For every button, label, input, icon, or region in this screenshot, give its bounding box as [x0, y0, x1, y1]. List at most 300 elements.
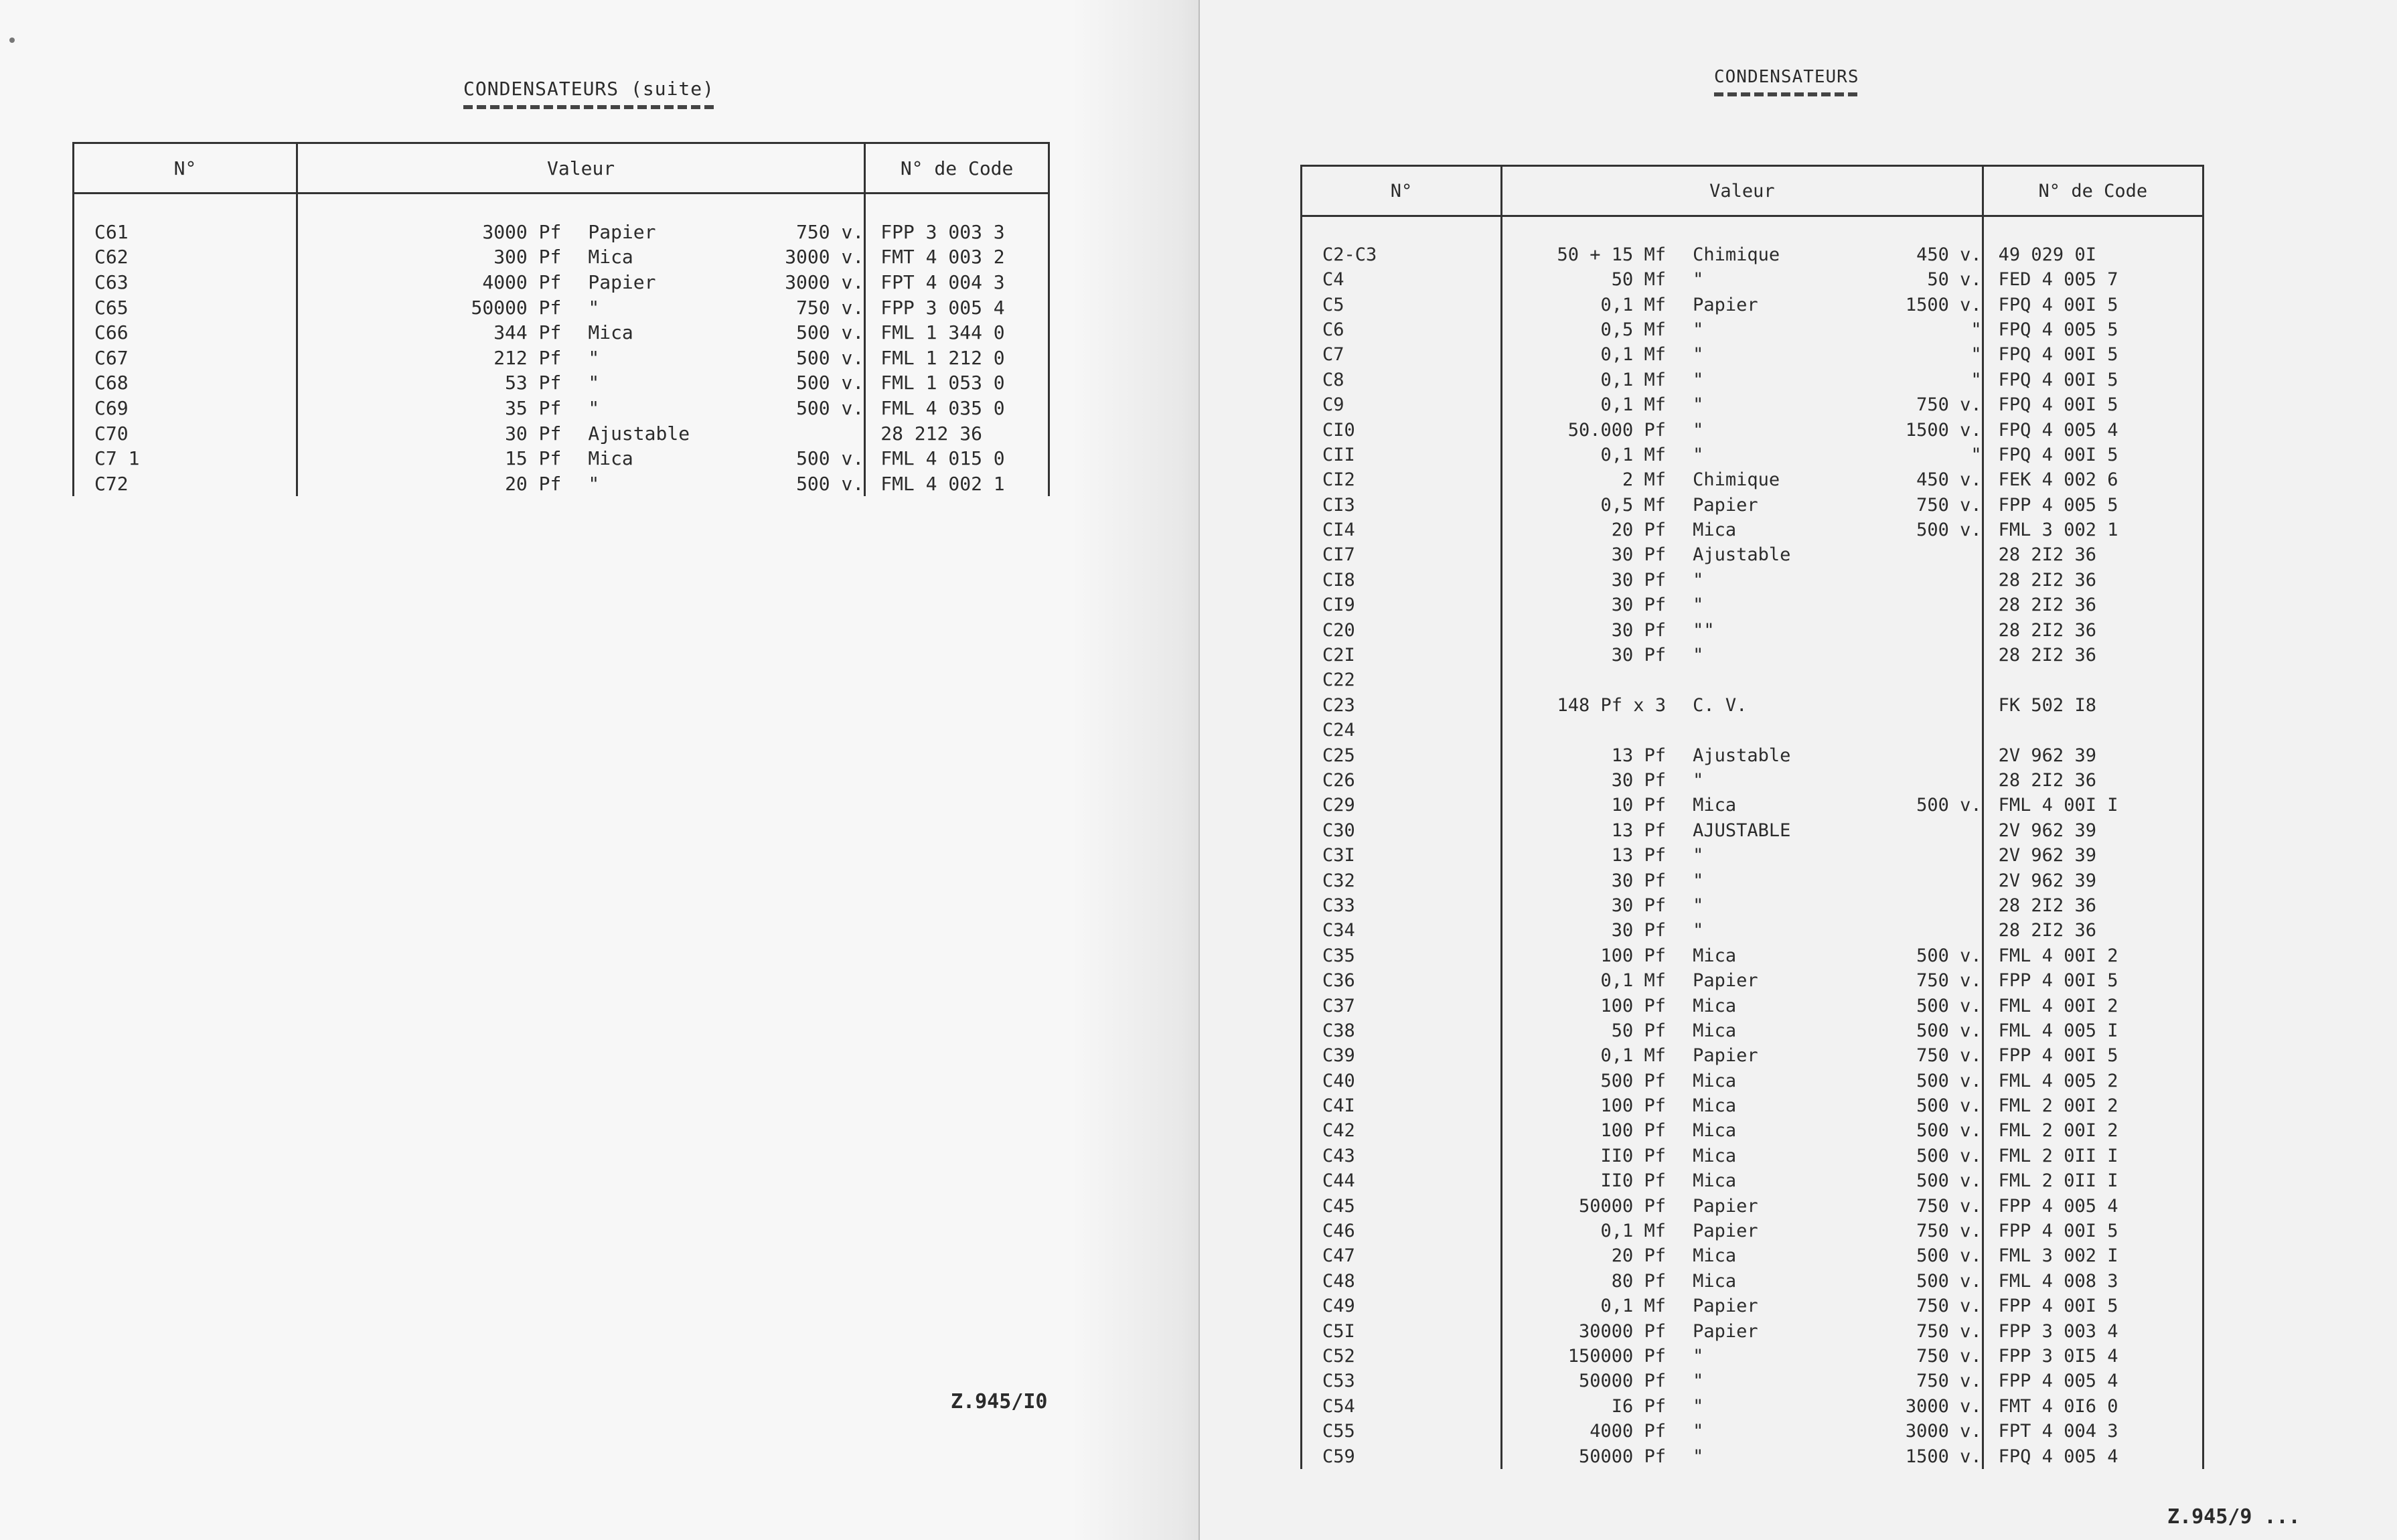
- cell-value: 35 Pf: [297, 396, 564, 421]
- cell-voltage: 500 v.: [796, 346, 864, 369]
- cell-code: 28 2I2 36: [1983, 643, 2203, 668]
- cell-type: ": [588, 372, 600, 394]
- cell-number: C61: [74, 220, 297, 245]
- table-row: [1302, 1394, 2203, 1419]
- cell-code: 2V 962 39: [1983, 843, 2203, 868]
- cell-type: Mica: [588, 447, 633, 470]
- cell-value: 50 + 15 Mf: [1502, 242, 1669, 267]
- cell-number: C53: [1302, 1369, 1502, 1393]
- cell-type: ": [1693, 1446, 1704, 1467]
- table-row: [1302, 793, 2203, 818]
- table-row: [1302, 743, 2203, 767]
- cell-code: FPQ 4 005 5: [1983, 317, 2203, 342]
- cell-voltage: 500 v.: [1916, 1020, 1982, 1041]
- cell-type: Papier: [588, 220, 656, 243]
- cell-type: Mica: [1693, 520, 1737, 541]
- cell-value: 2 Mf: [1502, 467, 1669, 492]
- cell-voltage: 500 v.: [1916, 1095, 1982, 1117]
- cell-number: C42: [1302, 1118, 1502, 1143]
- table-row: [74, 220, 1049, 245]
- cell-voltage: 750 v.: [1916, 1195, 1982, 1217]
- col-header-code: N° de Code: [1983, 166, 2203, 216]
- cell-code: FPQ 4 00I 5: [1983, 392, 2203, 417]
- cell-code: FML 2 0II I: [1983, 1168, 2203, 1193]
- cell-code: FPT 4 004 3: [865, 270, 1049, 295]
- cell-voltage: [1849, 918, 1983, 943]
- cell-value: 0,1 Mf: [1502, 1043, 1669, 1068]
- cell-value: 4000 Pf: [297, 270, 564, 295]
- cell-type: ": [1693, 444, 1704, 465]
- cell-type: Papier: [588, 271, 656, 294]
- cell-code: 2V 962 39: [1983, 818, 2203, 843]
- cell-code: FPP 4 005 5: [1983, 493, 2203, 518]
- cell-code: FML 4 00I 2: [1983, 943, 2203, 968]
- cell-code: [1983, 668, 2203, 692]
- cell-value: 150000 Pf: [1502, 1344, 1669, 1369]
- cell-number: C63: [74, 270, 297, 295]
- cell-type: ": [588, 346, 600, 369]
- cell-voltage: 500 v.: [1916, 1070, 1982, 1091]
- ink-speck: [9, 37, 15, 43]
- table-row: [1302, 668, 2203, 692]
- cell-type: ": [1693, 1371, 1704, 1392]
- cell-voltage: [1849, 718, 1983, 743]
- cell-number: C29: [1302, 793, 1502, 818]
- cell-voltage: [1849, 818, 1983, 843]
- table-row: [1302, 1219, 2203, 1243]
- cell-type: ": [1693, 645, 1704, 666]
- cell-type: ": [1693, 369, 1704, 390]
- cell-number: C68: [74, 370, 297, 396]
- cell-code: FPP 3 003 3: [865, 220, 1049, 245]
- cell-value: 0,1 Mf: [1502, 968, 1669, 993]
- cell-voltage: 500 v.: [1916, 1270, 1982, 1292]
- cell-value: 50000 Pf: [1502, 1193, 1669, 1218]
- cell-code: FML 4 015 0: [865, 446, 1049, 471]
- cell-voltage: [1849, 743, 1983, 767]
- cell-code: 28 2I2 36: [1983, 617, 2203, 642]
- table-spacer-row: [1302, 216, 2203, 242]
- table-row: [74, 295, 1049, 320]
- cell-number: C7: [1302, 342, 1502, 367]
- cell-type: Papier: [1693, 1195, 1758, 1217]
- cell-type: ": [1693, 269, 1704, 291]
- cell-value: 13 Pf: [1502, 743, 1669, 767]
- cell-code: FML 1 053 0: [865, 370, 1049, 396]
- cell-voltage: 500 v.: [1916, 1245, 1982, 1267]
- cell-voltage: 500 v.: [1916, 1120, 1982, 1142]
- table-row: [1302, 818, 2203, 843]
- cell-code: 2V 962 39: [1983, 743, 2203, 767]
- cell-type: "": [1693, 619, 1715, 641]
- table-row: [1302, 1444, 2203, 1468]
- cell-number: C38: [1302, 1018, 1502, 1043]
- cell-code: FPT 4 004 3: [1983, 1419, 2203, 1444]
- table-row: [1302, 1318, 2203, 1343]
- right-page-reference: Z.945/9 ...: [2167, 1505, 2301, 1529]
- table-row: [1302, 643, 2203, 668]
- cell-number: CII: [1302, 443, 1502, 467]
- cell-value: 80 Pf: [1502, 1269, 1669, 1294]
- cell-number: C8: [1302, 368, 1502, 392]
- cell-value: [1502, 718, 1669, 743]
- cell-number: C47: [1302, 1243, 1502, 1268]
- cell-value: 100 Pf: [1502, 993, 1669, 1018]
- cell-voltage: 500 v.: [1916, 1170, 1982, 1192]
- cell-value: 50 Pf: [1502, 1018, 1669, 1043]
- cell-value: 50.000 Pf: [1502, 417, 1669, 442]
- cell-value: 13 Pf: [1502, 843, 1669, 868]
- table-row: [1302, 443, 2203, 467]
- cell-voltage: 750 v.: [1916, 1345, 1982, 1367]
- cell-type: Mica: [1693, 1170, 1737, 1192]
- cell-voltage: 750 v.: [796, 220, 864, 243]
- cell-code: FMT 4 003 2: [865, 244, 1049, 270]
- cell-voltage: 500 v.: [796, 447, 864, 470]
- cell-number: CI0: [1302, 417, 1502, 442]
- cell-code: 2V 962 39: [1983, 868, 2203, 893]
- cell-type: ": [1693, 1395, 1704, 1417]
- cell-number: CI4: [1302, 518, 1502, 542]
- cell-type: ": [1693, 845, 1704, 866]
- cell-number: CI7: [1302, 542, 1502, 567]
- cell-type: Mica: [588, 246, 633, 268]
- cell-number: C46: [1302, 1219, 1502, 1243]
- cell-value: 0,5 Mf: [1502, 493, 1669, 518]
- table-header-row: [1302, 166, 2203, 216]
- table-row: [74, 345, 1049, 371]
- title-underline: [1714, 92, 1859, 96]
- cell-code: FPP 3 003 4: [1983, 1318, 2203, 1343]
- cell-voltage: [1849, 843, 1983, 868]
- cell-voltage: 3000 v.: [1905, 1421, 1982, 1442]
- cell-code: 49 029 0I: [1983, 242, 2203, 267]
- cell-code: FPQ 4 00I 5: [1983, 342, 2203, 367]
- cell-number: C48: [1302, 1269, 1502, 1294]
- cell-code: FK 502 I8: [1983, 693, 2203, 718]
- cell-voltage: 500 v.: [1916, 795, 1982, 816]
- cell-code: FEK 4 002 6: [1983, 467, 2203, 492]
- cell-value: 30 Pf: [1502, 643, 1669, 668]
- cell-voltage: 750 v.: [1916, 1221, 1982, 1242]
- cell-voltage: 750 v.: [1916, 394, 1982, 416]
- right-page: [1198, 0, 2397, 1540]
- cell-voltage: 500 v.: [1916, 945, 1982, 966]
- cell-code: FML 4 035 0: [865, 396, 1049, 421]
- cell-number: C59: [1302, 1444, 1502, 1468]
- cell-type: Papier: [1693, 494, 1758, 516]
- cell-value: 30 Pf: [1502, 568, 1669, 593]
- col-header-valeur: Valeur: [297, 143, 864, 194]
- cell-value: 50000 Pf: [1502, 1444, 1669, 1468]
- cell-code: FPP 4 00I 5: [1983, 1294, 2203, 1318]
- table-row: [74, 370, 1049, 396]
- cell-number: C69: [74, 396, 297, 421]
- cell-number: C62: [74, 244, 297, 270]
- table-row: [1302, 542, 2203, 567]
- table-row: [1302, 568, 2203, 593]
- cell-voltage: 1500 v.: [1905, 294, 1982, 315]
- cell-type: AJUSTABLE: [1693, 820, 1791, 841]
- cell-code: 28 2I2 36: [1983, 768, 2203, 793]
- cell-voltage: [1849, 643, 1983, 668]
- cell-value: I6 Pf: [1502, 1394, 1669, 1419]
- cell-number: C37: [1302, 993, 1502, 1018]
- cell-value: 53 Pf: [297, 370, 564, 396]
- table-row: [1302, 693, 2203, 718]
- cell-type: Mica: [1693, 995, 1737, 1016]
- cell-code: FPP 3 0I5 4: [1983, 1344, 2203, 1369]
- cell-value: II0 Pf: [1502, 1144, 1669, 1168]
- cell-type: ": [588, 296, 600, 319]
- cell-number: C33: [1302, 893, 1502, 918]
- cell-code: FPP 4 00I 5: [1983, 968, 2203, 993]
- right-title-text: CONDENSATEURS: [1714, 67, 1859, 87]
- cell-value: 30 Pf: [1502, 868, 1669, 893]
- table-header-row: [74, 143, 1049, 194]
- cell-type: ": [1693, 344, 1704, 366]
- cell-code: 28 2I2 36: [1983, 918, 2203, 943]
- cell-number: C9: [1302, 392, 1502, 417]
- cell-number: C36: [1302, 968, 1502, 993]
- cell-type: ": [1693, 419, 1704, 441]
- cell-number: C52: [1302, 1344, 1502, 1369]
- cell-number: CI8: [1302, 568, 1502, 593]
- cell-voltage: 750 v.: [1916, 1320, 1982, 1342]
- cell-code: FED 4 005 7: [1983, 267, 2203, 292]
- cell-value: 300 Pf: [297, 244, 564, 270]
- table-row: [1302, 292, 2203, 317]
- cell-number: C55: [1302, 1419, 1502, 1444]
- cell-number: C2-C3: [1302, 242, 1502, 267]
- right-condensateurs-table: [1300, 165, 2204, 1469]
- cell-type: ": [1693, 1421, 1704, 1442]
- cell-type: Mica: [1693, 795, 1737, 816]
- cell-number: C4: [1302, 267, 1502, 292]
- table-row: [1302, 368, 2203, 392]
- table-row: [1302, 1419, 2203, 1444]
- cell-number: C43: [1302, 1144, 1502, 1168]
- cell-code: FML 1 344 0: [865, 320, 1049, 345]
- table-row: [74, 396, 1049, 421]
- cell-value: 50000 Pf: [297, 295, 564, 320]
- cell-value: 344 Pf: [297, 320, 564, 345]
- cell-type: Mica: [1693, 1020, 1737, 1041]
- cell-value: 50000 Pf: [1502, 1369, 1669, 1393]
- cell-number: C3I: [1302, 843, 1502, 868]
- cell-voltage: 750 v.: [1916, 970, 1982, 992]
- cell-number: C26: [1302, 768, 1502, 793]
- cell-value: 100 Pf: [1502, 1118, 1669, 1143]
- cell-code: FML 4 008 3: [1983, 1269, 2203, 1294]
- cell-value: 0,1 Mf: [1502, 1219, 1669, 1243]
- cell-number: C45: [1302, 1193, 1502, 1218]
- table-row: [1302, 392, 2203, 417]
- table-row: [1302, 768, 2203, 793]
- table-row: [1302, 943, 2203, 968]
- cell-number: CI3: [1302, 493, 1502, 518]
- table-row: [1302, 1043, 2203, 1068]
- cell-type: Mica: [1693, 1145, 1737, 1166]
- cell-value: 0,1 Mf: [1502, 392, 1669, 417]
- cell-type: ": [1693, 920, 1704, 941]
- cell-value: 30 Pf: [1502, 768, 1669, 793]
- cell-code: FML 4 00I 2: [1983, 993, 2203, 1018]
- col-header-number: N°: [1302, 166, 1502, 216]
- cell-code: FML 3 002 I: [1983, 1243, 2203, 1268]
- cell-voltage: 750 v.: [1916, 1045, 1982, 1067]
- cell-value: 212 Pf: [297, 345, 564, 371]
- table-row: [1302, 1168, 2203, 1193]
- cell-value: 4000 Pf: [1502, 1419, 1669, 1444]
- cell-code: FML 1 212 0: [865, 345, 1049, 371]
- cell-type: Papier: [1693, 1221, 1758, 1242]
- cell-voltage: [731, 420, 865, 446]
- cell-number: C4I: [1302, 1093, 1502, 1118]
- table-row: [1302, 1243, 2203, 1268]
- cell-number: C34: [1302, 918, 1502, 943]
- cell-code: FPQ 4 00I 5: [1983, 292, 2203, 317]
- table-row: [1302, 518, 2203, 542]
- table-row: [74, 244, 1049, 270]
- cell-type: Papier: [1693, 1296, 1758, 1317]
- cell-code: FML 2 0II I: [1983, 1144, 2203, 1168]
- cell-type: Mica: [1693, 1270, 1737, 1292]
- cell-type: ": [1693, 569, 1704, 591]
- cell-number: C66: [74, 320, 297, 345]
- cell-number: C54: [1302, 1394, 1502, 1419]
- cell-value: 20 Pf: [1502, 518, 1669, 542]
- cell-voltage: 50 v.: [1927, 269, 1982, 291]
- table-row: [1302, 417, 2203, 442]
- cell-code: FMT 4 0I6 0: [1983, 1394, 2203, 1419]
- col-header-valeur: Valeur: [1502, 166, 1983, 216]
- table-row: [1302, 467, 2203, 492]
- table-row: [1302, 1294, 2203, 1318]
- cell-type: Chimique: [1693, 244, 1780, 265]
- cell-voltage: 500 v.: [796, 372, 864, 394]
- cell-type: ": [1693, 394, 1704, 416]
- table-row: [1302, 493, 2203, 518]
- cell-code: FML 3 002 1: [1983, 518, 2203, 542]
- cell-voltage: 3000 v.: [785, 271, 864, 294]
- cell-voltage: [1849, 893, 1983, 918]
- cell-value: 50 Mf: [1502, 267, 1669, 292]
- cell-code: FML 4 002 1: [865, 471, 1049, 497]
- cell-value: 100 Pf: [1502, 1093, 1669, 1118]
- cell-number: C5: [1302, 292, 1502, 317]
- cell-type: Mica: [588, 321, 633, 344]
- cell-type: Ajustable: [588, 422, 690, 445]
- cell-value: 0,1 Mf: [1502, 443, 1669, 467]
- cell-code: FML 4 005 2: [1983, 1068, 2203, 1093]
- table-row: [1302, 993, 2203, 1018]
- table-row: [1302, 1344, 2203, 1369]
- cell-voltage: 450 v.: [1916, 469, 1982, 491]
- cell-code: FPQ 4 00I 5: [1983, 443, 2203, 467]
- table-row: [1302, 1018, 2203, 1043]
- cell-voltage: 750 v.: [796, 296, 864, 319]
- cell-number: C44: [1302, 1168, 1502, 1193]
- cell-type: ": [1693, 870, 1704, 891]
- cell-code: 28 2I2 36: [1983, 568, 2203, 593]
- cell-number: C67: [74, 345, 297, 371]
- cell-number: C39: [1302, 1043, 1502, 1068]
- table-row: [1302, 968, 2203, 993]
- table-row: [1302, 317, 2203, 342]
- cell-voltage: [1849, 768, 1983, 793]
- cell-value: 20 Pf: [1502, 1243, 1669, 1268]
- cell-voltage: 1500 v.: [1905, 419, 1982, 441]
- cell-code: FPP 4 005 4: [1983, 1369, 2203, 1393]
- cell-code: 28 2I2 36: [1983, 542, 2203, 567]
- cell-voltage: [1849, 568, 1983, 593]
- cell-voltage: [1849, 593, 1983, 617]
- table-row: [1302, 342, 2203, 367]
- cell-number: C32: [1302, 868, 1502, 893]
- cell-code: [1983, 718, 2203, 743]
- cell-number: C6: [1302, 317, 1502, 342]
- cell-type: ": [588, 397, 600, 420]
- cell-type: ": [1693, 319, 1704, 340]
- table-row: [1302, 267, 2203, 292]
- table-row: [1302, 1118, 2203, 1143]
- cell-number: C20: [1302, 617, 1502, 642]
- cell-code: FPP 3 005 4: [865, 295, 1049, 320]
- table-row: [1302, 918, 2203, 943]
- cell-voltage: 750 v.: [1916, 494, 1982, 516]
- cell-voltage: ": [1970, 369, 1982, 390]
- cell-type: Mica: [1693, 1245, 1737, 1267]
- cell-voltage: 3000 v.: [1905, 1395, 1982, 1417]
- cell-voltage: ": [1970, 444, 1982, 465]
- cell-type: Mica: [1693, 945, 1737, 966]
- cell-number: C40: [1302, 1068, 1502, 1093]
- right-title: [1714, 67, 1859, 96]
- cell-value: 20 Pf: [297, 471, 564, 497]
- table-row: [1302, 868, 2203, 893]
- cell-code: FPP 4 00I 5: [1983, 1043, 2203, 1068]
- table-row: [1302, 1144, 2203, 1168]
- cell-voltage: 500 v.: [1916, 1145, 1982, 1166]
- cell-value: 30 Pf: [1502, 918, 1669, 943]
- cell-value: 0,1 Mf: [1502, 368, 1669, 392]
- cell-value: 100 Pf: [1502, 943, 1669, 968]
- cell-number: CI2: [1302, 467, 1502, 492]
- col-header-number: N°: [74, 143, 297, 194]
- cell-code: FML 2 00I 2: [1983, 1093, 2203, 1118]
- cell-type: ": [1693, 1345, 1704, 1367]
- cell-number: C70: [74, 420, 297, 446]
- table-row: [1302, 1269, 2203, 1294]
- cell-type: Ajustable: [1693, 544, 1791, 566]
- left-title: [463, 78, 714, 109]
- cell-type: C. V.: [1693, 694, 1748, 716]
- table-row: [1302, 718, 2203, 743]
- cell-code: FML 4 005 I: [1983, 1018, 2203, 1043]
- cell-code: FPP 4 00I 5: [1983, 1219, 2203, 1243]
- cell-value: 30 Pf: [1502, 617, 1669, 642]
- cell-value: 10 Pf: [1502, 793, 1669, 818]
- cell-type: Chimique: [1693, 469, 1780, 491]
- cell-type: ": [588, 472, 600, 495]
- table-spacer-row: [74, 194, 1049, 220]
- cell-number: C23: [1302, 693, 1502, 718]
- table-row: [1302, 893, 2203, 918]
- table-row: [1302, 617, 2203, 642]
- cell-value: 0,1 Mf: [1502, 292, 1669, 317]
- cell-type: Mica: [1693, 1120, 1737, 1142]
